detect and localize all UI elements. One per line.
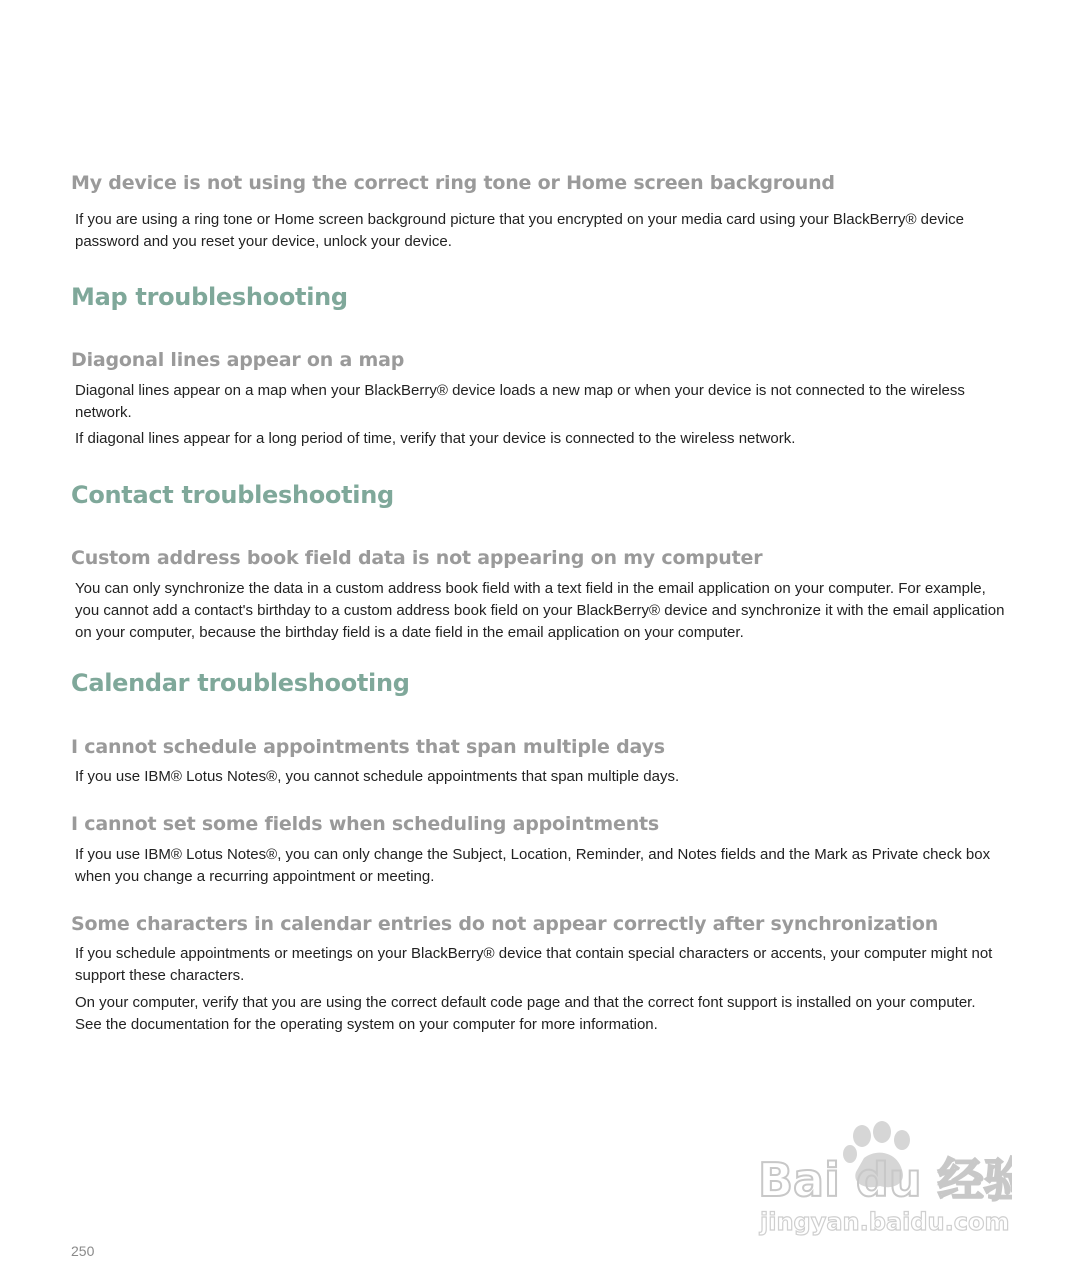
heading-contact-troubleshooting: Contact troubleshooting bbox=[71, 481, 394, 509]
subheading-set-some-fields: I cannot set some fields when scheduling appointments bbox=[71, 813, 660, 835]
paragraph-span-multiple-days: If you use IBM® Lotus Notes®, you cannot schedule appointments that span multiple days. bbox=[75, 768, 680, 785]
paragraph-special-characters-2: On your computer, verify that you are using the correct default code page and that the correct font support is installed on your computer. See the documentation for the operating system on your computer for more information. bbox=[75, 994, 976, 1033]
subheading-ring-tone: My device is not using the correct ring tone or Home screen background bbox=[71, 172, 835, 194]
paragraph-custom-address-book: You can only synchronize the data in a custom address book field with a text field in the email application on your computer. For example, you cannot add a contact's birthday to a custom address book field on your BlackBerry® device and synchronize it with the email application on your computer, because the birthday field is a date field in the email application on your computer. bbox=[75, 580, 1005, 641]
paragraph-ring-tone: If you are using a ring tone or Home screen background picture that you encrypted on your media card using your BlackBerry® device password and you reset your device, unlock your device. bbox=[75, 211, 965, 250]
baidu-paw-logo-icon bbox=[752, 1118, 1012, 1243]
watermark-url-text: jingyan.baidu.com bbox=[760, 1208, 1010, 1236]
paragraph-special-characters-1: If you schedule appointments or meetings on your BlackBerry® device that contain special characters or accents, your computer might not support these characters. bbox=[75, 945, 993, 984]
paragraph-diagonal-lines-1: Diagonal lines appear on a map when your BlackBerry® device loads a new map or when your device is not connected to the wireless network. bbox=[75, 382, 965, 421]
baidu-jingyan-watermark bbox=[752, 1118, 1012, 1243]
subheading-custom-address-book: Custom address book field data is not appearing on my computer bbox=[71, 547, 763, 569]
subheading-span-multiple-days: I cannot schedule appointments that span multiple days bbox=[71, 736, 665, 758]
subheading-diagonal-lines: Diagonal lines appear on a map bbox=[71, 349, 405, 371]
paragraph-diagonal-lines-2: If diagonal lines appear for a long period of time, verify that your device is connected to the wireless network. bbox=[75, 430, 796, 447]
heading-calendar-troubleshooting: Calendar troubleshooting bbox=[71, 669, 410, 697]
watermark-brand-text: Bai du 经验 bbox=[758, 1153, 1012, 1207]
subheading-special-characters: Some characters in calendar entries do not appear correctly after synchronization bbox=[71, 913, 939, 935]
heading-map-troubleshooting: Map troubleshooting bbox=[71, 283, 348, 311]
paragraph-set-some-fields: If you use IBM® Lotus Notes®, you can only change the Subject, Location, Reminder, and Notes fields and the Mark as Private check box when you change a recurring appointment or meeting. bbox=[75, 846, 991, 885]
page-number: 250 bbox=[71, 1243, 95, 1259]
